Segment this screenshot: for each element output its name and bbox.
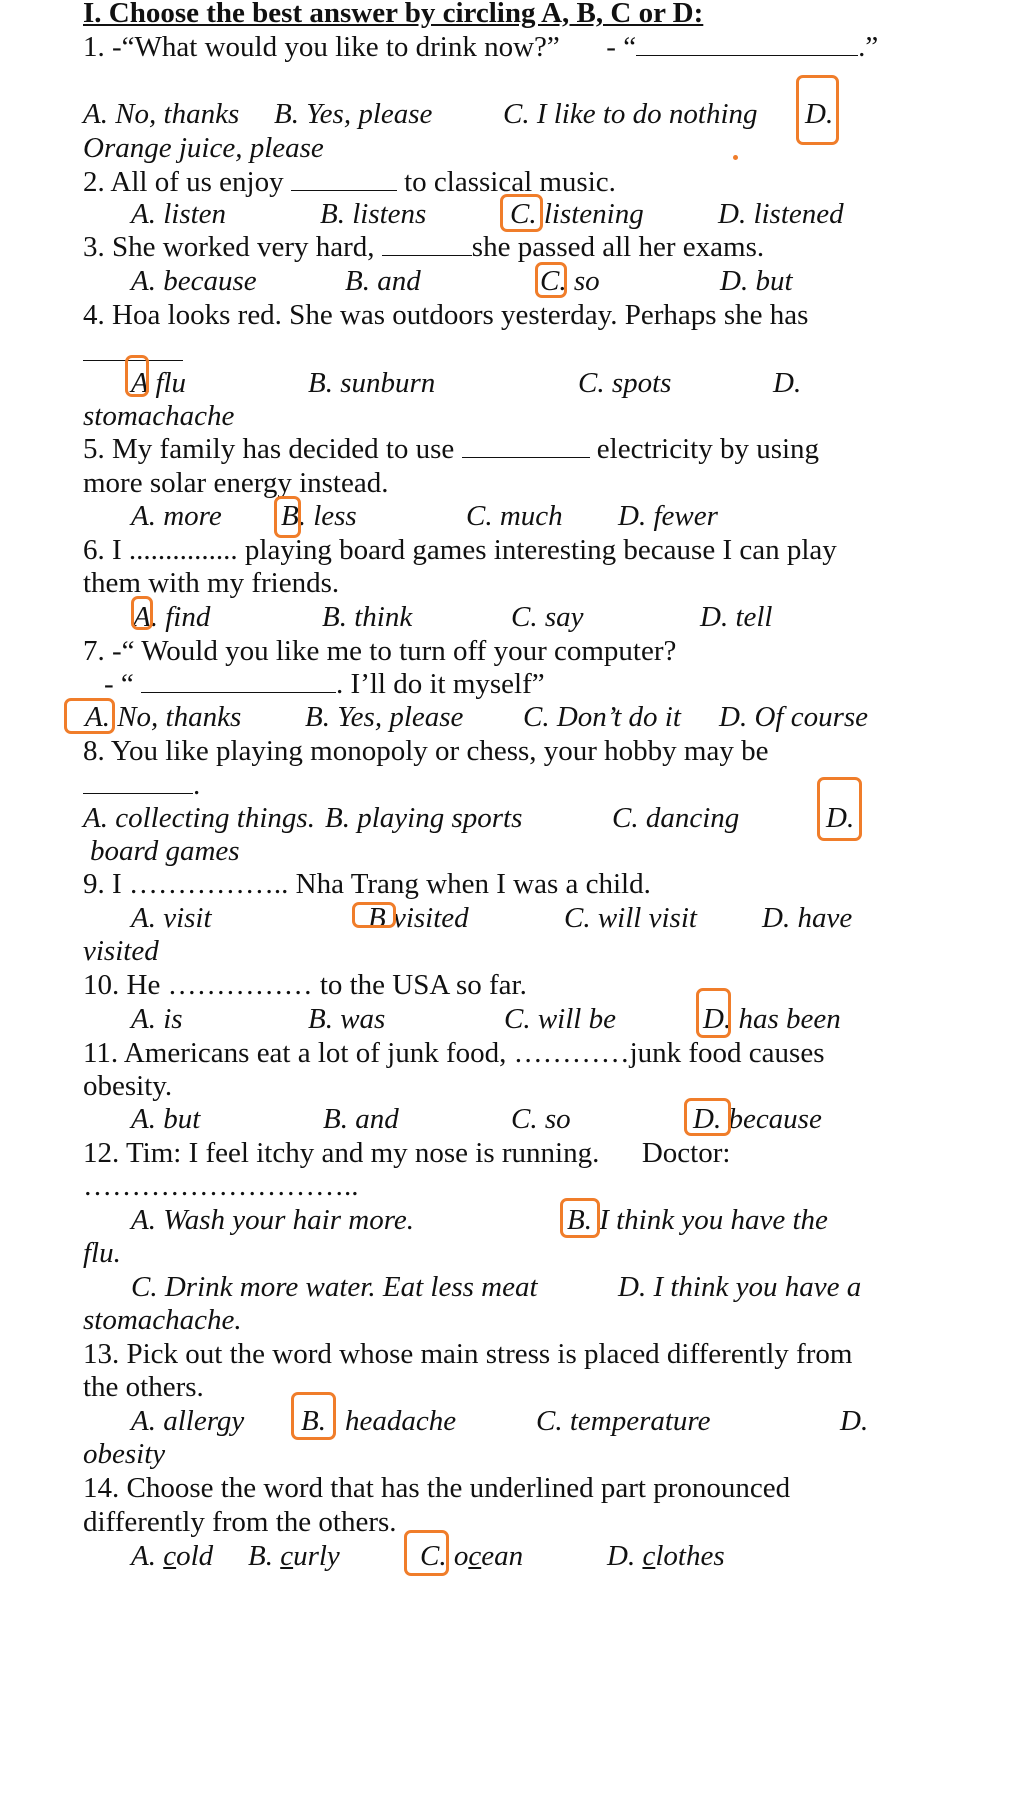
q2-option-c[interactable]: C. listening <box>510 198 644 230</box>
q13-option-c[interactable]: C. temperature <box>536 1405 711 1437</box>
q13-option-b-text: headache <box>345 1405 457 1437</box>
q2-option-b[interactable]: B. listens <box>320 198 427 230</box>
q10-option-b[interactable]: B. was <box>308 1003 386 1035</box>
q10-option-c[interactable]: C. will be <box>504 1003 616 1035</box>
q6-option-b[interactable]: B. think <box>322 601 413 633</box>
q9-option-d[interactable]: D. have <box>762 902 853 934</box>
question-5: 5. My family has decided to use electricity by using <box>83 433 820 465</box>
q13-option-d-text: obesity <box>83 1438 166 1470</box>
answer-circle <box>500 194 543 232</box>
q10-option-a[interactable]: A. is <box>131 1003 183 1035</box>
q12-option-d[interactable]: D. I think you have a <box>618 1271 862 1303</box>
q12-option-b[interactable]: B. I think you have the <box>567 1204 828 1236</box>
answer-circle <box>696 988 731 1038</box>
question-9: 9. I …………….. Nha Trang when I was a child. <box>83 868 651 900</box>
q5-option-b[interactable]: B. less <box>281 500 357 532</box>
q14-option-c[interactable]: C. ocean <box>420 1540 524 1572</box>
q4-option-d[interactable]: D. <box>773 367 802 399</box>
question-12: 12. Tim: I feel itchy and my nose is running. Doctor: <box>83 1137 731 1169</box>
q9-option-b[interactable]: B visited <box>368 902 469 934</box>
q1-option-d[interactable]: D. <box>805 98 834 130</box>
question-6-cont: them with my friends. <box>83 567 340 599</box>
q4-option-a[interactable]: A flu <box>131 367 187 399</box>
q11-option-a[interactable]: A. but <box>131 1103 201 1135</box>
q1-option-a[interactable]: A. No, thanks <box>83 98 240 130</box>
q8-option-d-text: board games <box>90 835 240 867</box>
question-14-cont: differently from the others. <box>83 1506 397 1538</box>
question-8-blank: . <box>83 768 200 802</box>
answer-circle <box>64 698 115 734</box>
q8-option-c[interactable]: C. dancing <box>612 802 740 834</box>
q13-option-d[interactable]: D. <box>840 1405 869 1437</box>
answer-circle <box>404 1530 449 1576</box>
answer-circle <box>560 1198 600 1238</box>
question-1: 1. -“What would you like to drink now?” - “ .” <box>83 31 879 63</box>
q14-option-d[interactable]: D. clothes <box>607 1540 725 1572</box>
q8-option-b[interactable]: B. playing sports <box>325 802 523 834</box>
q9-option-c[interactable]: C. will visit <box>564 902 697 934</box>
question-4: 4. Hoa looks red. She was outdoors yesterday. Perhaps she has <box>83 299 809 331</box>
question-3: 3. She worked very hard, she passed all her exams. <box>83 231 765 263</box>
answer-blank <box>382 231 472 256</box>
answer-circle <box>291 1392 336 1440</box>
q12-option-b-text: flu. <box>83 1237 121 1269</box>
q2-option-d[interactable]: D. listened <box>718 198 844 230</box>
q5-option-a[interactable]: A. more <box>131 500 222 532</box>
question-8: 8. You like playing monopoly or chess, your hobby may be <box>83 735 769 767</box>
q9-option-a[interactable]: A. visit <box>131 902 212 934</box>
answer-blank <box>141 668 336 693</box>
answer-circle <box>125 355 149 397</box>
q13-option-b[interactable]: B. <box>301 1405 326 1437</box>
q13-option-a[interactable]: A. allergy <box>131 1405 245 1437</box>
answer-circle <box>796 75 839 145</box>
q1-option-c[interactable]: C. I like to do nothing <box>503 98 758 130</box>
answer-blank <box>462 433 590 458</box>
question-7: 7. -“ Would you like me to turn off your computer? <box>83 635 677 667</box>
question-2: 2. All of us enjoy to classical music. <box>83 166 616 198</box>
q5-option-c[interactable]: C. much <box>466 500 563 532</box>
q3-option-a[interactable]: A. because <box>131 265 257 297</box>
q6-option-d[interactable]: D. tell <box>700 601 773 633</box>
q1-option-d-text: Orange juice, please <box>83 132 324 164</box>
question-11: 11. Americans eat a lot of junk food, …………junk food causes <box>83 1037 825 1069</box>
question-6: 6. I ............... playing board games interesting because I can play <box>83 534 837 566</box>
q8-option-d[interactable]: D. <box>826 802 855 834</box>
question-13-cont: the others. <box>83 1371 204 1403</box>
q1-option-b[interactable]: B. Yes, please <box>274 98 433 130</box>
answer-circle <box>274 496 301 538</box>
q7-option-d[interactable]: D. Of course <box>719 701 869 733</box>
q4-option-d-text: stomachache <box>83 400 235 432</box>
q3-option-b[interactable]: B. and <box>345 265 421 297</box>
q9-option-d-text: visited <box>83 935 159 967</box>
question-7-response: - “ . I’ll do it myself” <box>104 668 545 700</box>
q12-option-c[interactable]: C. Drink more water. Eat less meat <box>131 1271 538 1303</box>
question-14: 14. Choose the word that has the underlined part pronounced <box>83 1472 791 1504</box>
answer-circle <box>131 596 153 630</box>
q14-option-a[interactable]: A. cold <box>131 1540 214 1572</box>
q3-option-d[interactable]: D. but <box>720 265 793 297</box>
q14-option-b[interactable]: B. curly <box>248 1540 340 1572</box>
answer-blank <box>291 166 397 191</box>
answer-circle <box>817 777 862 841</box>
question-10: 10. He …………… to the USA so far. <box>83 969 527 1001</box>
q7-option-c[interactable]: C. Don’t do it <box>523 701 681 733</box>
answer-circle <box>684 1098 731 1136</box>
question-13: 13. Pick out the word whose main stress is placed differently from <box>83 1338 853 1370</box>
question-11-cont: obesity. <box>83 1070 173 1102</box>
q12-option-a[interactable]: A. Wash your hair more. <box>131 1204 415 1236</box>
question-12-dots: ……………………….. <box>83 1170 359 1202</box>
q6-option-a[interactable]: A. find <box>133 601 211 633</box>
question-5-cont: more solar energy instead. <box>83 467 389 499</box>
q11-option-b[interactable]: B. and <box>323 1103 399 1135</box>
q3-option-c[interactable]: C. so <box>540 265 600 297</box>
q11-option-c[interactable]: C. so <box>511 1103 571 1135</box>
q11-option-d[interactable]: D. because <box>693 1103 822 1135</box>
q12-option-d-text: stomachache. <box>83 1304 242 1336</box>
answer-circle <box>352 902 396 928</box>
section-heading: I. Choose the best answer by circling A, B, C or D: <box>83 0 704 29</box>
q10-option-d[interactable]: D. has been <box>703 1003 841 1035</box>
q4-option-b[interactable]: B. sunburn <box>308 367 436 399</box>
q7-option-a[interactable]: A. No, thanks <box>85 701 242 733</box>
answer-circle <box>535 262 567 298</box>
q8-option-a[interactable]: A. collecting things. <box>83 802 315 834</box>
answer-blank <box>636 31 858 56</box>
q5-option-d[interactable]: D. fewer <box>618 500 718 532</box>
q6-option-c[interactable]: C. say <box>511 601 584 633</box>
q4-option-c[interactable]: C. spots <box>578 367 672 399</box>
pen-dot <box>733 155 738 160</box>
q7-option-b[interactable]: B. Yes, please <box>305 701 464 733</box>
q2-option-a[interactable]: A. listen <box>131 198 227 230</box>
